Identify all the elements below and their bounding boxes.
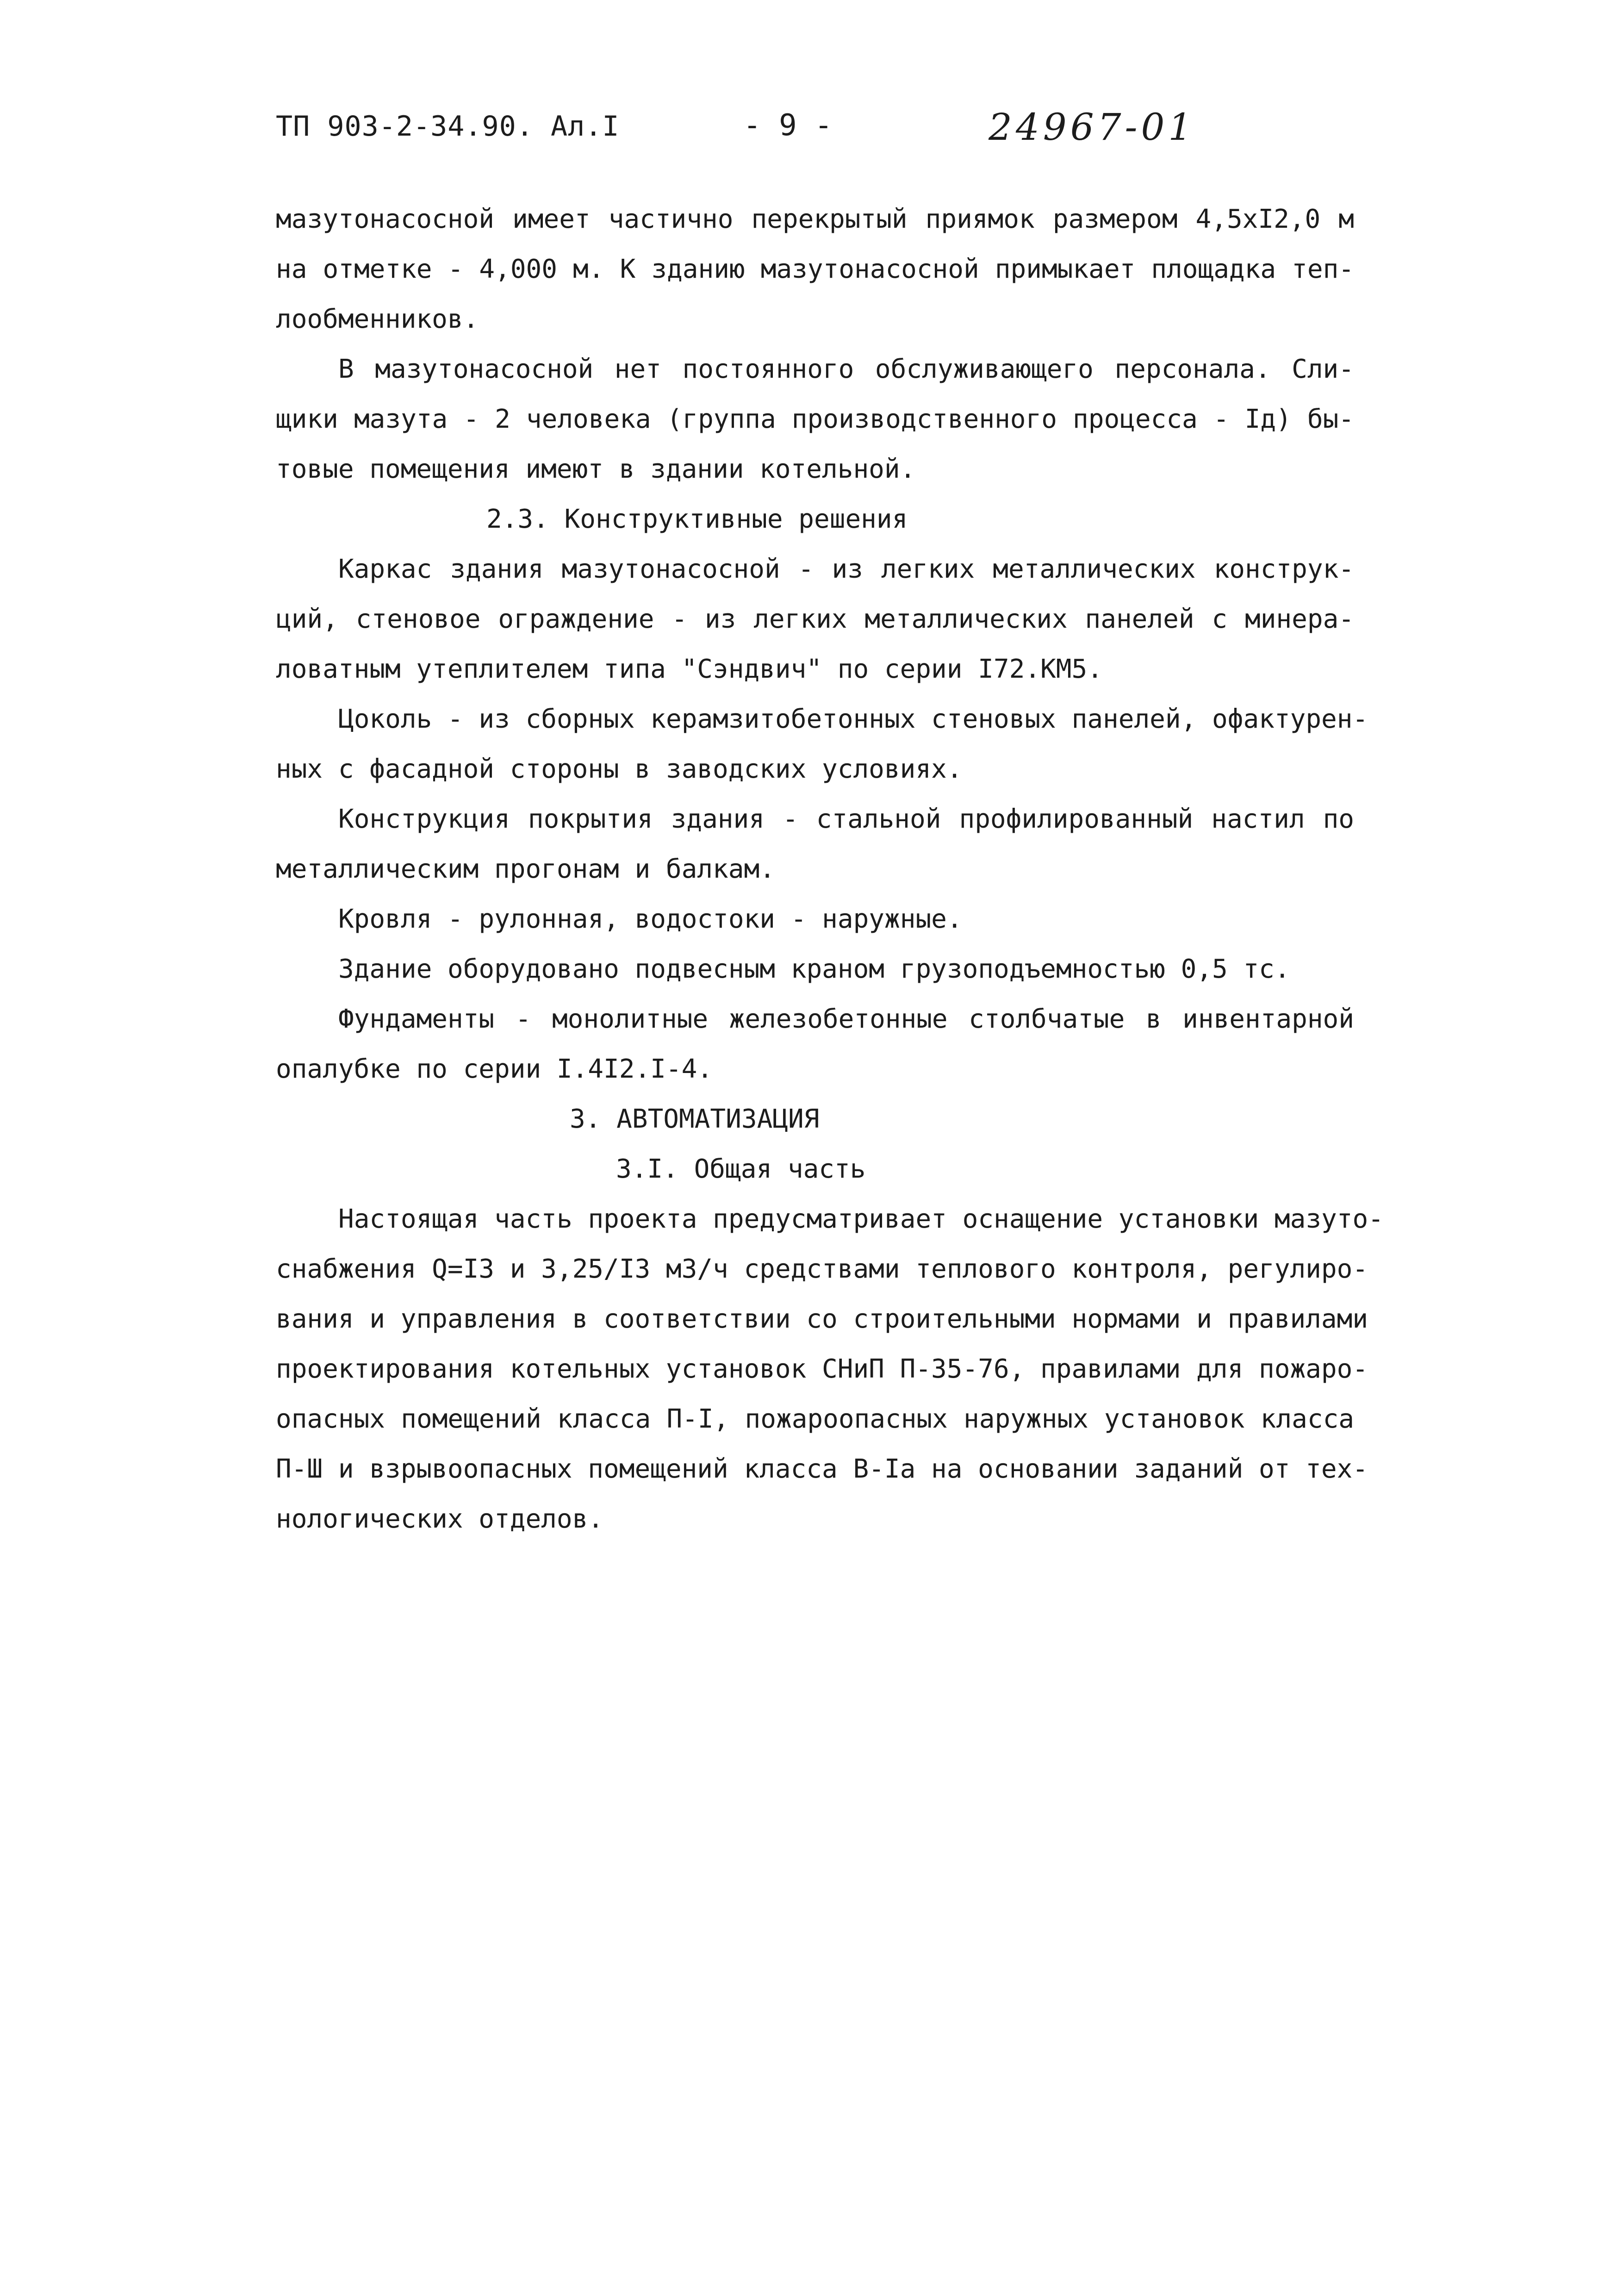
text-line: ных с фасадной стороны в заводских условиях. — [276, 754, 963, 784]
paragraph-roofing: Кровля - рулонная, водостоки - наружные. — [338, 904, 963, 934]
text-line: Каркас здания мазутонасосной - из легких металлических конструк- — [338, 554, 1354, 584]
paragraph-pit-description — [276, 194, 1354, 344]
text-line: опалубке по серии I.4I2.I-4. — [276, 1054, 713, 1084]
text-line: мазутонасосной имеет частично перекрытый приямок размером 4,5хI2,0 м — [276, 204, 1354, 234]
section-heading-2-3: 2.3. Конструктивные решения — [486, 504, 908, 534]
text-line: Настоящая часть проекта предусматривает оснащение установки мазуто- — [338, 1204, 1384, 1234]
document-body — [276, 194, 1384, 1544]
text-line: ций, стеновое ограждение - из легких металлических панелей с минера- — [276, 604, 1354, 634]
text-line: П-Ш и взрывоопасных помещений класса В-Iа на основании заданий от тех- — [276, 1454, 1368, 1484]
page-number: - 9 - — [743, 108, 833, 143]
text-line: В мазутонасосной нет постоянного обслуживающего персонала. Сли- — [338, 354, 1354, 384]
paragraph-staff — [276, 344, 1354, 494]
document-code: ТП 903-2-34.90. Ал.I — [276, 110, 620, 143]
paragraph-automation-scope — [276, 1194, 1384, 1544]
text-line: на отметке - 4,000 м. К зданию мазутонасосной примыкает площадка теп- — [276, 254, 1354, 284]
text-line: Фундаменты - монолитные железобетонные столбчатые в инвентарной — [338, 1004, 1354, 1034]
paragraph-crane: Здание оборудовано подвесным краном грузоподъемностью 0,5 тс. — [338, 954, 1290, 984]
paragraph-roof-structure — [276, 794, 1354, 894]
text-line: нологических отделов. — [276, 1504, 604, 1534]
paragraph-plinth — [276, 694, 1368, 794]
text-line: товые помещения имеют в здании котельной. — [276, 454, 916, 484]
text-line: опасных помещений класса П-I, пожароопасных наружных установок класса — [276, 1404, 1354, 1434]
section-heading-3: 3. АВТОМАТИЗАЦИЯ — [570, 1104, 820, 1134]
section-heading-3-1: 3.I. Общая часть — [616, 1154, 866, 1184]
text-line: лообменников. — [276, 304, 479, 334]
text-line: Цоколь - из сборных керамзитобетонных стеновых панелей, офактурен- — [338, 704, 1368, 734]
text-line: вания и управления в соответствии со строительными нормами и правилами — [276, 1304, 1368, 1334]
text-line: щики мазута - 2 человека (группа производственного процесса - Iд) бы- — [276, 404, 1354, 434]
text-line: Конструкция покрытия здания - стальной профилированный настил по — [338, 804, 1354, 834]
text-line: проектирования котельных установок СНиП П-35-76, правилами для пожаро- — [276, 1354, 1368, 1384]
paragraph-frame — [276, 544, 1354, 694]
text-line: металлическим прогонам и балкам. — [276, 854, 775, 884]
page-header — [276, 106, 1354, 156]
text-line: ловатным утеплителем типа "Сэндвич" по серии I72.КМ5. — [276, 654, 1103, 684]
paragraph-foundations — [276, 994, 1354, 1094]
handwritten-inventory-number: 24967-01 — [989, 106, 1196, 149]
text-line: снабжения Q=I3 и 3,25/I3 м3/ч средствами теплового контроля, регулиро- — [276, 1254, 1368, 1284]
